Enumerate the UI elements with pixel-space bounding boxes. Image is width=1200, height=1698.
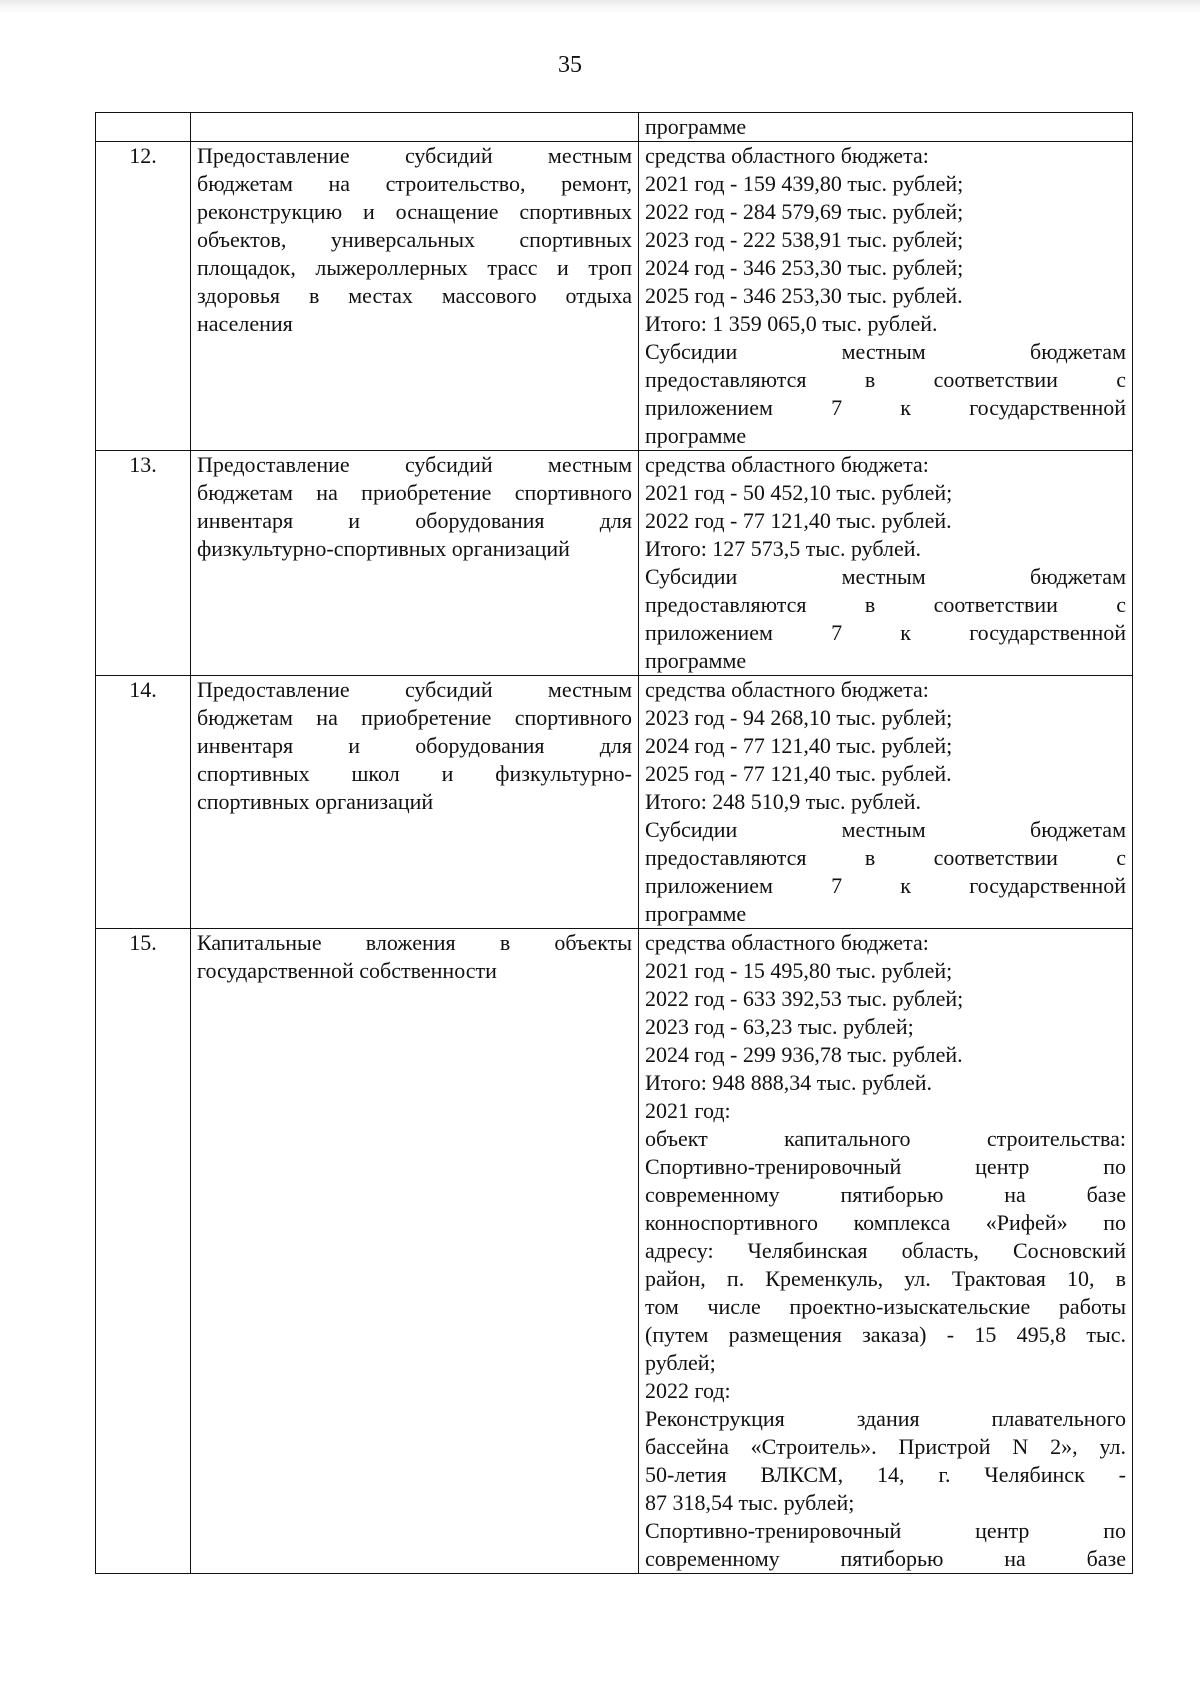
- text-line: программе: [645, 648, 747, 673]
- text-line: предоставляются в соответствии с: [645, 367, 1126, 392]
- text-line: рублей;: [645, 1350, 716, 1375]
- text-line: Предоставление субсидий местным: [197, 677, 632, 702]
- text-line: инвентаря и оборудования для: [197, 733, 632, 758]
- text-line: физкультурно-спортивных организаций: [197, 536, 570, 561]
- text-line: том числе проектно-изыскательские работы: [645, 1294, 1126, 1319]
- text-line: здоровья в местах массового отдыха: [197, 283, 632, 308]
- table-row: [96, 929, 1133, 1574]
- text-line: 2023 год - 63,23 тыс. рублей;: [645, 1014, 914, 1039]
- text-line: 2022 год - 633 392,53 тыс. рублей;: [645, 986, 964, 1011]
- row-number-cell: 15.: [96, 929, 191, 1574]
- text-line: бассейна «Строитель». Пристрой N 2», ул.: [645, 1434, 1126, 1459]
- funding-cell: [639, 113, 1133, 142]
- row-number-cell: 13.: [96, 451, 191, 676]
- measure-name-cell: [191, 142, 639, 451]
- text-line: государственной собственности: [197, 958, 497, 983]
- page-number: 35: [558, 52, 582, 78]
- text-line: средства областного бюджета:: [645, 930, 929, 955]
- text-line: 87 318,54 тыс. рублей;: [645, 1490, 855, 1515]
- program-table: [95, 112, 1133, 1574]
- table-row: [96, 451, 1133, 676]
- text-line: Итого: 1 359 065,0 тыс. рублей.: [645, 311, 938, 336]
- text-line: 2023 год - 94 268,10 тыс. рублей;: [645, 705, 953, 730]
- text-line: приложением 7 к государственной: [645, 620, 1126, 645]
- text-line: населения: [197, 311, 293, 336]
- text-line: объект капитального строительства:: [645, 1126, 1126, 1151]
- text-line: объектов, универсальных спортивных: [197, 227, 632, 252]
- funding-cell: [639, 929, 1133, 1574]
- text-line: реконструкцию и оснащение спортивных: [197, 199, 632, 224]
- text-line: 50-летия ВЛКСМ, 14, г. Челябинск -: [645, 1462, 1126, 1487]
- text-line: Спортивно-тренировочный центр по: [645, 1518, 1126, 1543]
- text-line: 2025 год - 346 253,30 тыс. рублей.: [645, 283, 963, 308]
- text-line: район, п. Кременкуль, ул. Трактовая 10, в: [645, 1266, 1126, 1291]
- text-line: 2024 год - 77 121,40 тыс. рублей;: [645, 733, 953, 758]
- text-line: 2025 год - 77 121,40 тыс. рублей.: [645, 761, 952, 786]
- text-line: Предоставление субсидий местным: [197, 452, 632, 477]
- text-line: 2021 год:: [645, 1098, 731, 1123]
- text-line: 2022 год:: [645, 1378, 731, 1403]
- continuation-row: [96, 113, 1133, 142]
- funding-cell: [639, 142, 1133, 451]
- table-row: [96, 676, 1133, 929]
- text-line: площадок, лыжероллерных трасс и троп: [197, 255, 632, 280]
- text-line: Итого: 127 573,5 тыс. рублей.: [645, 536, 922, 561]
- text-line: Субсидии местным бюджетам: [645, 817, 1126, 842]
- text-line: Субсидии местным бюджетам: [645, 564, 1126, 589]
- text-line: Субсидии местным бюджетам: [645, 339, 1126, 364]
- text-line: современному пятиборью на базе: [645, 1546, 1126, 1571]
- text-line: бюджетам на приобретение спортивного: [197, 480, 632, 505]
- text-line: программе: [645, 901, 747, 926]
- text-line: программе: [645, 114, 747, 139]
- text-line: 2024 год - 346 253,30 тыс. рублей;: [645, 255, 964, 280]
- text-line: Спортивно-тренировочный центр по: [645, 1154, 1126, 1179]
- text-line: приложением 7 к государственной: [645, 873, 1126, 898]
- text-line: бюджетам на строительство, ремонт,: [197, 171, 632, 196]
- text-line: конноспортивного комплекса «Рифей» по: [645, 1210, 1126, 1235]
- text-line: 2022 год - 284 579,69 тыс. рублей;: [645, 199, 964, 224]
- text-line: средства областного бюджета:: [645, 677, 929, 702]
- text-line: адресу: Челябинская область, Сосновский: [645, 1238, 1126, 1263]
- text-line: 2023 год - 222 538,91 тыс. рублей;: [645, 227, 964, 252]
- funding-cell: [639, 676, 1133, 929]
- text-line: Предоставление субсидий местным: [197, 143, 632, 168]
- text-line: спортивных школ и физкультурно-: [197, 761, 632, 786]
- text-line: 2024 год - 299 936,78 тыс. рублей.: [645, 1042, 963, 1067]
- funding-cell: [639, 451, 1133, 676]
- text-line: приложением 7 к государственной: [645, 395, 1126, 420]
- measure-name-cell: [191, 676, 639, 929]
- text-line: 2021 год - 159 439,80 тыс. рублей;: [645, 171, 964, 196]
- text-line: средства областного бюджета:: [645, 143, 929, 168]
- text-line: 2021 год - 15 495,80 тыс. рублей;: [645, 958, 953, 983]
- text-line: современному пятиборью на базе: [645, 1182, 1126, 1207]
- text-line: Итого: 948 888,34 тыс. рублей.: [645, 1070, 933, 1095]
- text-line: программе: [645, 423, 747, 448]
- text-line: спортивных организаций: [197, 789, 434, 814]
- table-row: [96, 142, 1133, 451]
- text-line: средства областного бюджета:: [645, 452, 929, 477]
- text-line: инвентаря и оборудования для: [197, 508, 632, 533]
- measure-name-cell: [191, 929, 639, 1574]
- row-number-cell: [96, 113, 191, 142]
- text-line: бюджетам на приобретение спортивного: [197, 705, 632, 730]
- measure-name-cell: [191, 113, 639, 142]
- row-number-cell: 12.: [96, 142, 191, 451]
- text-line: Итого: 248 510,9 тыс. рублей.: [645, 789, 922, 814]
- text-line: предоставляются в соответствии с: [645, 845, 1126, 870]
- text-line: 2022 год - 77 121,40 тыс. рублей.: [645, 508, 952, 533]
- text-line: предоставляются в соответствии с: [645, 592, 1126, 617]
- row-number-cell: 14.: [96, 676, 191, 929]
- text-line: Реконструкция здания плавательного: [645, 1406, 1126, 1431]
- scan-edge: [0, 0, 1200, 14]
- measure-name-cell: [191, 451, 639, 676]
- text-line: Капитальные вложения в объекты: [197, 930, 632, 955]
- text-line: (путем размещения заказа) - 15 495,8 тыс.: [645, 1322, 1126, 1347]
- text-line: 2021 год - 50 452,10 тыс. рублей;: [645, 480, 953, 505]
